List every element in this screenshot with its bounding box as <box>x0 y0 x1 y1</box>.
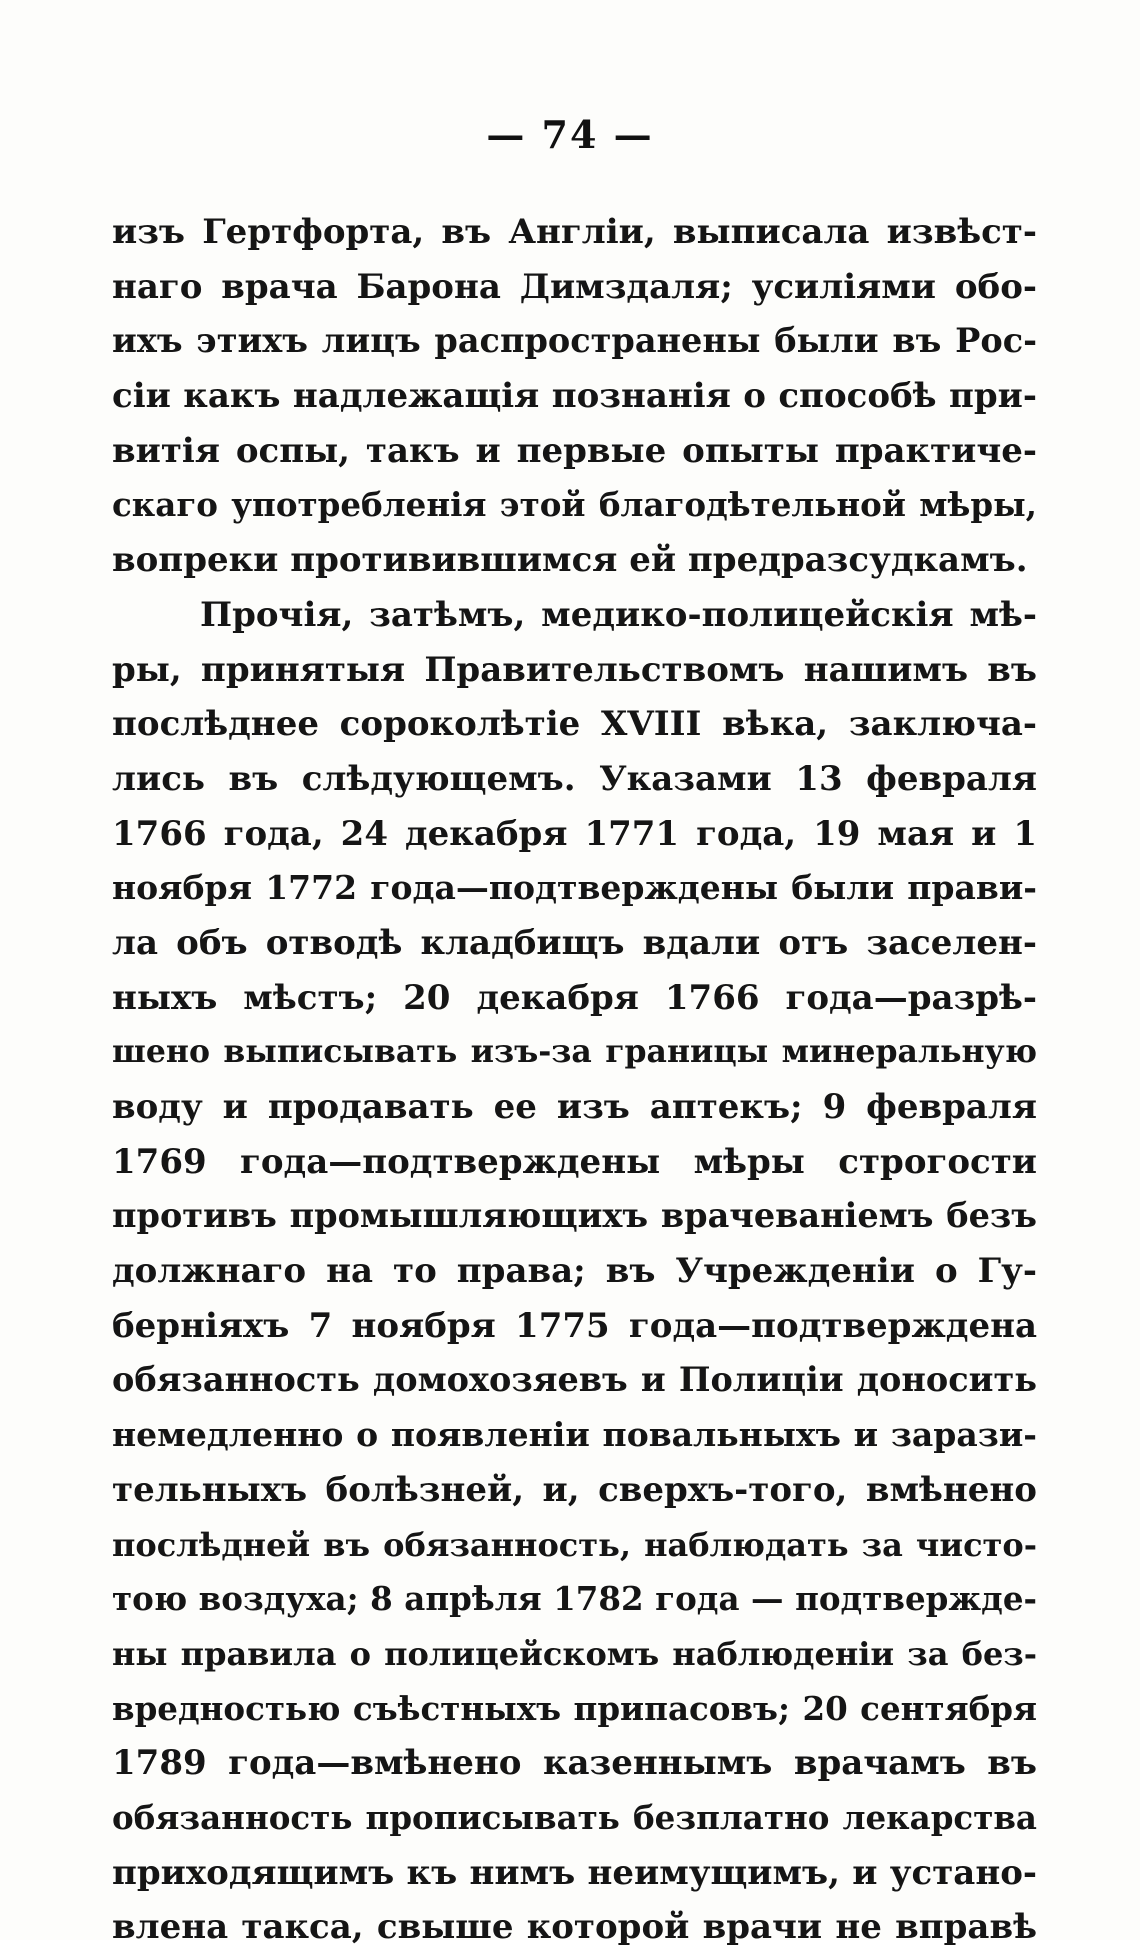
text-line: ихъ этихъ лицъ распространены были въ Рос- <box>112 321 1037 361</box>
text-line: скаго употребленія этой благодѣтельной мѣры, <box>112 485 1037 525</box>
body-text <box>112 205 1037 1955</box>
text-line: тельныхъ болѣзней, и, сверхъ-того, вмѣнено <box>112 1469 1037 1510</box>
text-line: вредностью съѣстныхъ припасовъ; 20 сентября <box>112 1688 1037 1728</box>
text-line: 1766 года, 24 декабря 1771 года, 19 мая и 1 <box>112 813 1037 854</box>
text-line: ны правила о полицейскомъ наблюденіи за без- <box>112 1634 1037 1673</box>
text-line: шено выписывать изъ-за границы минеральную <box>112 1033 1037 1071</box>
text-line: противъ промышляющихъ врачеваніемъ безъ <box>112 1196 1037 1236</box>
text-line: воду и продавать ее изъ аптекъ; 9 февраля <box>112 1087 1037 1127</box>
text-line: наго врача Барона Димздаля; усиліями обо- <box>112 266 1037 307</box>
text-line: 1789 года—вмѣнено казеннымъ врачамъ въ <box>112 1743 1037 1784</box>
text-line: должнаго на то права; въ Учрежденіи о Гу- <box>112 1251 1037 1292</box>
text-line: ры, принятыя Правительствомъ нашимъ въ <box>112 649 1037 690</box>
text-line: влена такса, свыше которой врачи не вправѣ <box>112 1907 1037 1948</box>
text-line: обязанность домохозяевъ и Полиціи доносить <box>112 1360 1037 1400</box>
text-line: послѣдней въ обязанность, наблюдать за чисто- <box>112 1525 1037 1564</box>
text-line: изъ Гертфорта, въ Англіи, выписала извѣст- <box>112 212 1037 252</box>
text-line: лись въ слѣдующемъ. Указами 13 февраля <box>112 758 1037 799</box>
text-line: послѣднее сороколѣтіе XVIII вѣка, заключа- <box>112 704 1037 745</box>
text-line: обязанность прописывать безплатно лекарства <box>112 1797 1037 1837</box>
text-line: тою воздуха; 8 апрѣля 1782 года — подтвержде- <box>112 1579 1037 1619</box>
page-number: — 74 — <box>486 112 654 157</box>
text-line: берніяхъ 7 ноября 1775 года—подтверждена <box>112 1305 1037 1346</box>
text-line: приходящимъ къ нимъ неимущимъ, и устано- <box>112 1852 1037 1893</box>
text-line: Прочія, затѣмъ, медико-полицейскія мѣ- <box>200 594 1037 635</box>
text-line: сіи какъ надлежащія познанія о способѣ при- <box>112 376 1037 417</box>
text-line: 1769 года—подтверждены мѣры строгости <box>112 1141 1037 1182</box>
text-line: немедленно о появленіи повальныхъ и зарази- <box>112 1415 1037 1455</box>
text-line: витія оспы, такъ и первые опыты практиче- <box>112 430 1037 471</box>
text-line: ла объ отводѣ кладбищъ вдали отъ заселен- <box>112 922 1037 963</box>
text-line: ноября 1772 года—подтверждены были прави- <box>112 868 1037 908</box>
text-line: вопреки противившимся ей предразсудкамъ. <box>112 540 1028 581</box>
text-line: ныхъ мѣстъ; 20 декабря 1766 года—разрѣ- <box>112 977 1037 1018</box>
